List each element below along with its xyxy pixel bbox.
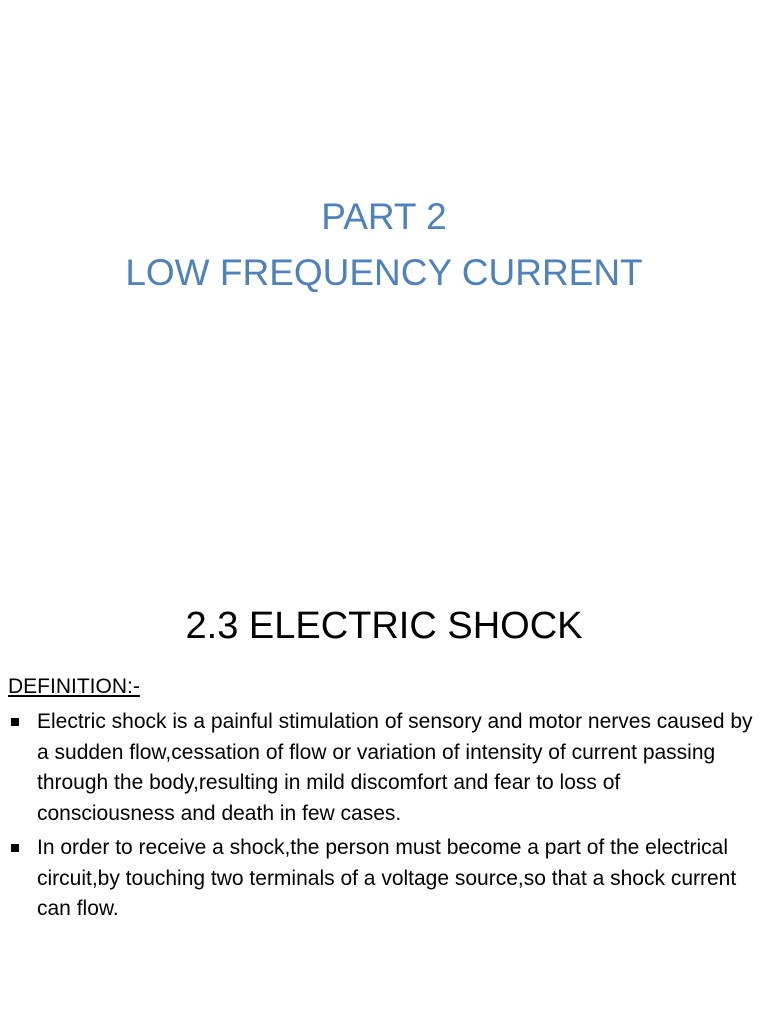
square-bullet-icon — [11, 844, 19, 852]
list-item — [8, 707, 760, 829]
bullet-text: Electric shock is a painful stimulation of sensory and motor nerves caused by a sudden flow,cessation of flow or variation of intensity of current passing through the body,resulting in mild discomfort and fear to loss of consciousness and death in few cases. — [37, 710, 753, 825]
bullet-list — [8, 707, 760, 929]
slide-title: 2.3 ELECTRIC SHOCK — [185, 605, 583, 647]
slide-title — [0, 189, 768, 301]
title-line-part: PART 2 — [321, 196, 447, 237]
bullet-text: In order to receive a shock,the person must become a part of the electrical circuit,by touching two terminals of a voltage source,so that a shock current can flow. — [37, 836, 737, 920]
list-item — [8, 833, 760, 925]
slide-electric-shock — [0, 512, 768, 1024]
square-bullet-icon — [11, 718, 19, 726]
title-line-topic: LOW FREQUENCY CURRENT — [125, 252, 643, 293]
definition-heading: DEFINITION:- — [8, 675, 140, 698]
